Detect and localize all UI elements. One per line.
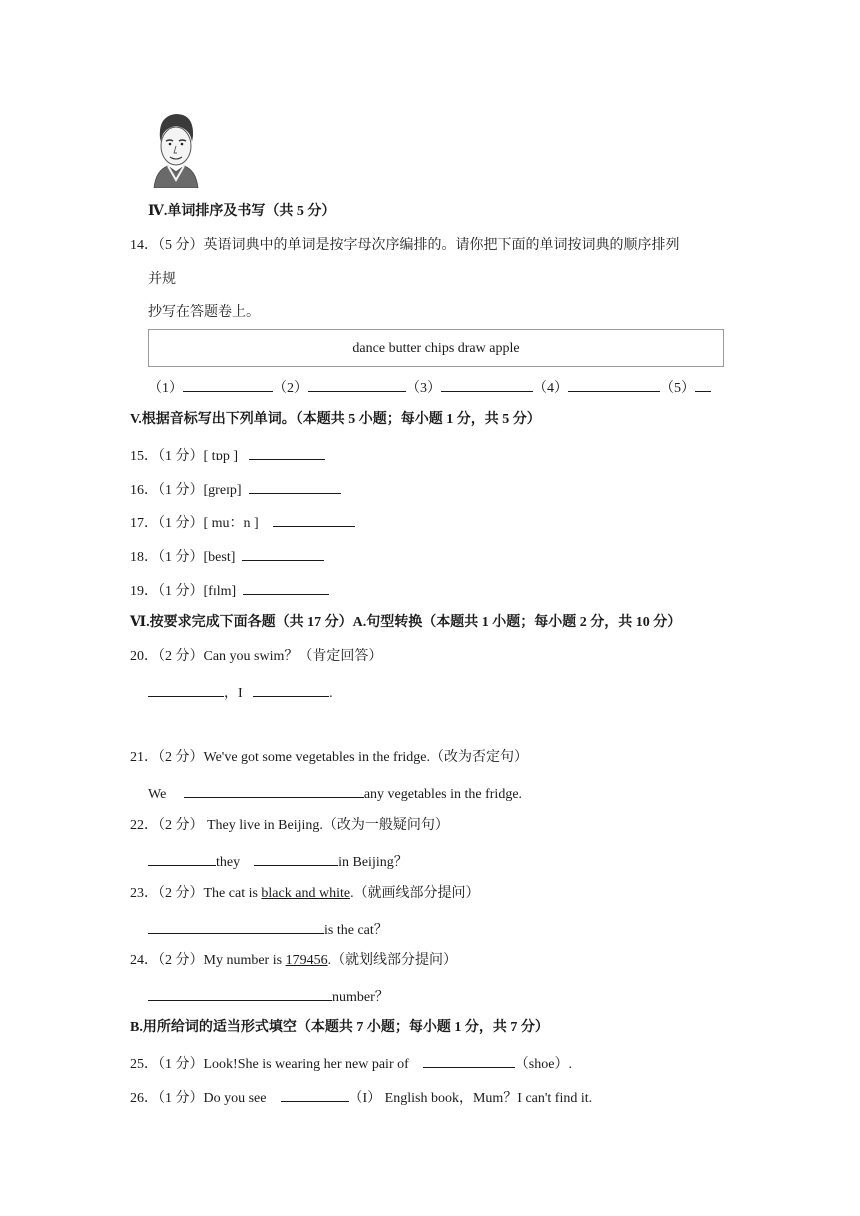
- question-14-line1: 14．（5 分）英语词典中的单词是按字母次序编排的。请你把下面的单词按词典的顺序排列: [130, 238, 680, 253]
- question-23-end: is the cat？: [324, 923, 388, 938]
- question-16-blank[interactable]: [249, 479, 341, 494]
- question-20-answer: [148, 682, 333, 703]
- blank-5-label: （5）: [660, 381, 695, 396]
- answer-blanks-row: [148, 377, 711, 398]
- answer-blank-5[interactable]: [695, 377, 711, 392]
- question-15: [130, 445, 325, 466]
- answer-blank-3[interactable]: [441, 377, 533, 392]
- question-25-blank[interactable]: [423, 1053, 515, 1068]
- question-17-blank[interactable]: [273, 512, 355, 527]
- section-4-heading: Ⅳ.单词排序及书写（共 5 分）: [148, 204, 336, 219]
- question-26-post: （I） English book，Mum？I can't find it.: [348, 1091, 593, 1106]
- question-19: [130, 580, 329, 601]
- question-17-text: 17．（1 分）[ mu：n ]: [130, 516, 259, 531]
- question-23-underlined: black and white: [261, 886, 351, 901]
- blank-2-label: （2）: [273, 381, 308, 396]
- question-25-post: （shoe）.: [514, 1057, 572, 1072]
- question-26-pre: 26．（1 分）Do you see: [130, 1091, 267, 1106]
- question-24-pre: 24．（2 分）My number is: [130, 953, 286, 968]
- question-23-prompt: [130, 885, 480, 903]
- answer-blank-4[interactable]: [568, 377, 660, 392]
- question-17: [130, 512, 355, 533]
- blank-3-label: （3）: [406, 381, 441, 396]
- question-21-answer: [148, 783, 522, 804]
- question-21-blank[interactable]: [184, 783, 364, 798]
- question-15-text: 15．（1 分）[ tɒp ]: [130, 449, 239, 464]
- question-24-post: .（就划线部分提问）: [327, 953, 458, 968]
- question-24-end: number？: [332, 990, 389, 1005]
- question-18-blank[interactable]: [242, 546, 324, 561]
- question-22-blank-2[interactable]: [254, 851, 338, 866]
- blank-1-label: （1）: [148, 381, 183, 396]
- question-25-pre: 25．（1 分）Look!She is wearing her new pair of: [130, 1057, 409, 1072]
- section-5-heading: V.根据音标写出下列单词。（本题共 5 小题；每小题 1 分，共 5 分）: [130, 412, 541, 427]
- word-box: [148, 329, 724, 367]
- portrait-sketch: [146, 108, 206, 188]
- question-19-blank[interactable]: [243, 580, 329, 595]
- question-22-answer: [148, 851, 408, 872]
- section-6-heading: Ⅵ.按要求完成下面各题（共 17 分）A.句型转换（本题共 1 小题；每小题 2 分，共 10 分）: [130, 615, 682, 630]
- question-22-end: in Beijing？: [338, 855, 408, 870]
- question-14-line3: 抄写在答题卷上。: [148, 305, 260, 320]
- section-b-heading: B.用所给词的适当形式填空（本题共 7 小题；每小题 1 分，共 7 分）: [130, 1020, 549, 1035]
- question-25: [130, 1053, 572, 1074]
- question-24-answer: [148, 986, 389, 1007]
- question-16-text: 16．（1 分）[greɪp]: [130, 483, 242, 498]
- question-26-blank[interactable]: [281, 1087, 349, 1102]
- question-20-end: .: [329, 686, 333, 701]
- question-14-line2: 并规: [148, 272, 176, 287]
- blank-4-label: （4）: [533, 381, 568, 396]
- question-20-blank-1[interactable]: [148, 682, 224, 697]
- question-23-answer: [148, 919, 388, 940]
- answer-blank-2[interactable]: [308, 377, 406, 392]
- question-24-underlined: 179456: [285, 953, 328, 968]
- question-26: [130, 1087, 592, 1108]
- question-20-prompt: 20．（2 分）Can you swim？（肯定回答）: [130, 649, 383, 664]
- question-21-end: any vegetables in the fridge.: [363, 787, 523, 802]
- question-15-blank[interactable]: [249, 445, 325, 460]
- question-16: [130, 479, 341, 500]
- question-24-blank[interactable]: [148, 986, 332, 1001]
- answer-blank-1[interactable]: [183, 377, 273, 392]
- question-23-post: .（就画线部分提问）: [350, 886, 480, 901]
- question-23-pre: 23．（2 分）The cat is: [130, 886, 262, 901]
- question-20-separator: ，I: [224, 686, 243, 701]
- question-23-blank[interactable]: [148, 919, 324, 934]
- question-24-prompt: [130, 952, 457, 970]
- question-21-prompt: 21．（2 分）We've got some vegetables in the fridge.（改为否定句）: [130, 750, 528, 765]
- question-22-prompt: 22．（2 分） They live in Beijing.（改为一般疑问句）: [130, 818, 449, 833]
- question-19-text: 19．（1 分）[fɪlm]: [130, 584, 237, 599]
- word-list: dance butter chips draw apple: [352, 341, 520, 356]
- question-18: [130, 546, 324, 567]
- question-21-start: We: [148, 787, 167, 802]
- question-18-text: 18．（1 分）[best]: [130, 550, 236, 565]
- question-20-blank-2[interactable]: [253, 682, 329, 697]
- question-22-mid: they: [216, 855, 241, 870]
- question-22-blank-1[interactable]: [148, 851, 216, 866]
